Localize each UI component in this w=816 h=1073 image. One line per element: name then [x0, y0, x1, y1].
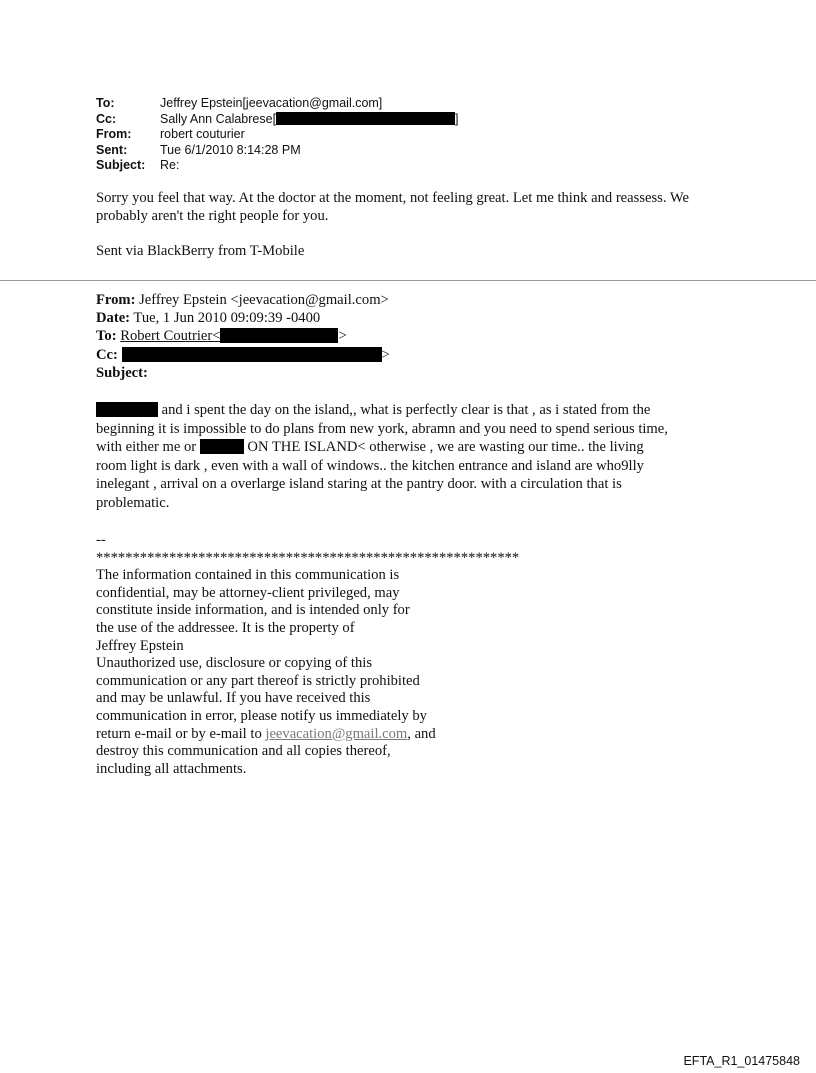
- redaction-block: [200, 439, 244, 454]
- original-message-header: [96, 291, 390, 382]
- orig-cc-label: Cc:: [96, 346, 118, 363]
- orig-date-value: Tue, 1 Jun 2010 09:09:39 -0400: [130, 310, 321, 327]
- header-cc-row: [96, 112, 459, 128]
- footer-text: , and: [407, 725, 436, 742]
- orig-cc-row: [96, 346, 390, 364]
- email-link[interactable]: jeevacation@gmail.com: [265, 725, 408, 742]
- header-to-label: To:: [96, 96, 115, 110]
- body-line: [96, 438, 736, 457]
- footer-line: including all attachments.: [96, 760, 247, 777]
- header-from-value: robert couturier: [160, 127, 245, 142]
- orig-to-value: Robert Coutrier<: [120, 328, 221, 345]
- header-subject-value: Re:: [160, 158, 180, 173]
- orig-to-row: [96, 327, 390, 345]
- footer-line: destroy this communication and all copies thereof,: [96, 743, 391, 760]
- footer-line: communication or any part thereof is strictly prohibited: [96, 672, 420, 689]
- footer-line: communication in error, please notify us immediately by: [96, 707, 427, 724]
- header-cc-prefix: Sally Ann Calabrese[: [160, 111, 277, 126]
- orig-date-row: [96, 309, 390, 327]
- confidentiality-footer: [96, 531, 519, 777]
- orig-to-label: To:: [96, 328, 117, 345]
- header-sent-row: [96, 143, 459, 159]
- body-line: [96, 401, 736, 420]
- footer-line: Jeffrey Epstein: [96, 637, 184, 654]
- body-text: with either me or: [96, 439, 197, 455]
- footer-text: return e-mail or by e-mail to: [96, 725, 266, 742]
- body-line: inelegant , arrival on a overlarge island staring at the pantry door. with a circulation that is: [96, 476, 622, 492]
- orig-subject-row: [96, 364, 390, 382]
- footer-line: The information contained in this communication is: [96, 567, 400, 584]
- reply-body: [96, 189, 736, 225]
- redaction-block: [122, 347, 382, 362]
- bates-number: EFTA_R1_01475848: [683, 1054, 800, 1068]
- footer-line: constitute inside information, and is intended only for: [96, 602, 410, 619]
- footer-line: Unauthorized use, disclosure or copying of this: [96, 655, 373, 672]
- body-line: problematic.: [96, 494, 170, 511]
- header-from-label: From:: [96, 127, 132, 142]
- header-to-value: Jeffrey Epstein[jeevacation@gmail.com]: [160, 96, 383, 110]
- footer-line: the use of the addressee. It is the property of: [96, 619, 355, 636]
- footer-dashes: --: [96, 532, 106, 548]
- footer-line-with-link: [96, 725, 519, 743]
- divider-line: [0, 280, 816, 281]
- orig-from-label: From:: [96, 292, 136, 308]
- orig-subject-label: Subject:: [96, 364, 148, 381]
- footer-line: confidential, may be attorney-client privileged, may: [96, 584, 400, 601]
- body-line: beginning it is impossible to do plans from new york, abramn and you need to spend serious time,: [96, 420, 668, 437]
- orig-from-value: Jeffrey Epstein <jeevacation@gmail.com>: [135, 292, 389, 308]
- footer-line: and may be unlawful. If you have received this: [96, 690, 371, 707]
- original-message-body: [96, 401, 736, 512]
- reply-signature: Sent via BlackBerry from T-Mobile: [96, 243, 305, 259]
- header-cc-suffix: ]: [455, 111, 459, 126]
- email-header: [96, 96, 459, 174]
- footer-stars: **********************************************************: [96, 549, 520, 566]
- body-text: and i spent the day on the island,, what is perfectly clear is that , as i stated from the: [158, 402, 651, 418]
- redaction-block: [220, 328, 338, 343]
- header-subject-label: Subject:: [96, 158, 146, 173]
- header-subject-row: [96, 158, 459, 174]
- redaction-block: [96, 402, 158, 417]
- body-text: ON THE ISLAND< otherwise , we are wasting our time.. the living: [243, 439, 644, 455]
- header-sent-value: Tue 6/1/2010 8:14:28 PM: [160, 142, 301, 157]
- header-cc-label: Cc:: [96, 111, 117, 126]
- orig-to-suffix: >: [338, 328, 347, 345]
- header-to-row: [96, 96, 459, 112]
- reply-text: Sorry you feel that way. At the doctor at the moment, not feeling great. Let me think and reassess. We probably aren't the right people for you.: [96, 190, 689, 225]
- redaction-block: [276, 112, 455, 125]
- header-sent-label: Sent:: [96, 142, 128, 157]
- orig-from-row: [96, 291, 390, 309]
- orig-date-label: Date:: [96, 310, 131, 327]
- orig-cc-suffix: >: [381, 346, 390, 363]
- body-line: room light is dark , even with a wall of windows.. the kitchen entrance and island are who9lly: [96, 457, 644, 474]
- header-from-row: [96, 127, 459, 143]
